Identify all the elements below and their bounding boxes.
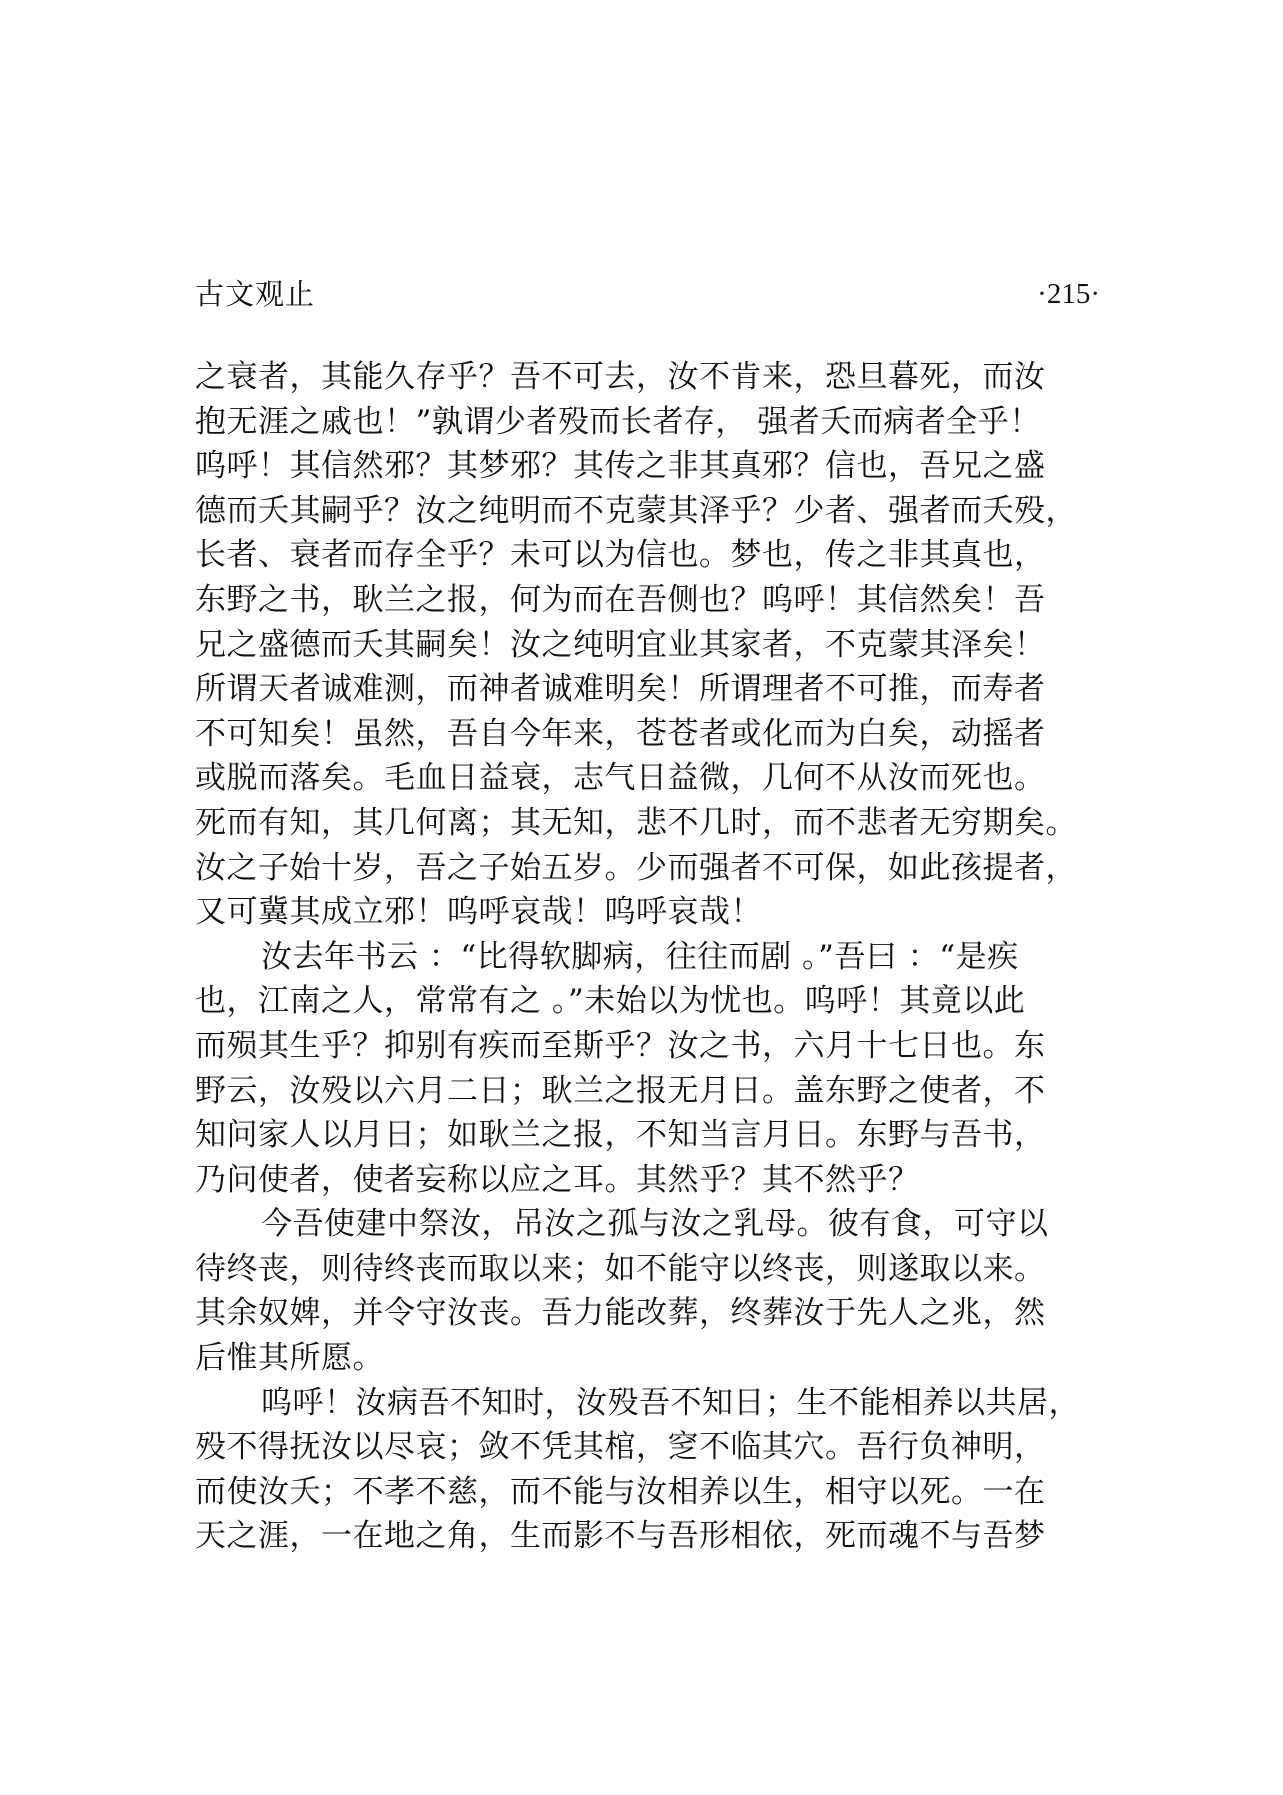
text-line: 汝之子始十岁，吾之子始五岁。少而强者不可保，如此孩提者，: [195, 849, 1077, 886]
text-line: 殁不得抚汝以尽哀；敛不凭其棺，窆不临其穴。吾行负神明，: [195, 1429, 1046, 1466]
paragraph-start-line: 呜呼！汝病吾不知时，汝殁吾不知日；生不能相养以共居，: [261, 1384, 1080, 1421]
text-line: 也，江南之人，常常有之 。”未始以为忧也。呜呼！其竟以此: [195, 983, 1026, 1020]
text-line: 而殒其生乎？抑别有疾而至斯乎？汝之书，六月十七日也。东: [195, 1027, 1046, 1064]
text-line: 天之涯，一在地之角，生而影不与吾形相依，死而魂不与吾梦: [195, 1518, 1046, 1555]
text-line: 兄之盛德而夭其嗣矣！汝之纯明宜业其家者，不克蒙其泽矣！: [195, 626, 1046, 663]
text-line: 后惟其所愿。: [195, 1340, 384, 1377]
body-text: [195, 355, 1100, 1559]
text-line: 所谓天者诚难测，而神者诚难明矣！所谓理者不可推，而寿者: [195, 671, 1046, 708]
text-line: 待终丧，则待终丧而取以来；如不能守以终丧，则遂取以来。: [195, 1250, 1046, 1287]
text-line: 又可冀其成立邪！呜呼哀哉！呜呼哀哉！: [195, 894, 762, 931]
text-line: 野云，汝殁以六月二日；耿兰之报无月日。盖东野之使者，不: [195, 1072, 1046, 1109]
paragraph-start-line: 汝去年书云 ：“比得软脚病，往往而剧 。”吾曰 ：“是疾: [261, 938, 1019, 975]
text-line: 其余奴婢，并令守汝丧。吾力能改葬，终葬汝于先人之兆，然: [195, 1295, 1046, 1332]
paragraph-start-line: 今吾使建中祭汝，吊汝之孤与汝之乳母。彼有食，可守以: [261, 1206, 1049, 1243]
text-line: 东野之书，耿兰之报，何为而在吾侧也？呜呼！其信然矣！吾: [195, 581, 1046, 618]
text-line: 呜呼！其信然邪？其梦邪？其传之非其真邪？信也，吾兄之盛: [195, 448, 1046, 485]
text-line: 之衰者，其能久存乎？吾不可去，汝不肯来，恐旦暮死，而汝: [195, 359, 1046, 395]
text-line: 或脱而落矣。毛血日益衰，志气日益微，几何不从汝而死也。: [195, 760, 1046, 797]
text-line: 知问家人以月日；如耿兰之报，不知当言月日。东野与吾书，: [195, 1117, 1046, 1154]
text-line: 而使汝夭；不孝不慈，而不能与汝相养以生，相守以死。一在: [195, 1473, 1046, 1510]
text-line: 德而夭其嗣乎？汝之纯明而不克蒙其泽乎？少者、强者而夭殁，: [195, 492, 1077, 529]
text-line: 不可知矣！虽然，吾自今年来，苍苍者或化而为白矣，动摇者: [195, 715, 1046, 752]
text-line: 抱无涯之戚也！”孰谓少者殁而长者存， 强者夭而病者全乎！: [195, 403, 1041, 440]
page-number: ·215·: [1037, 278, 1100, 310]
text-line: 死而有知，其几何离；其无知，悲不几时，而不悲者无穷期矣。: [195, 804, 1077, 841]
book-title: 古文观止: [195, 277, 316, 311]
text-line: 长者、衰者而存全乎？未可以为信也。梦也，传之非其真也，: [195, 537, 1046, 574]
page-header: [195, 272, 1100, 316]
text-line: 乃问使者，使者妄称以应之耳。其然乎？其不然乎？: [195, 1161, 920, 1198]
